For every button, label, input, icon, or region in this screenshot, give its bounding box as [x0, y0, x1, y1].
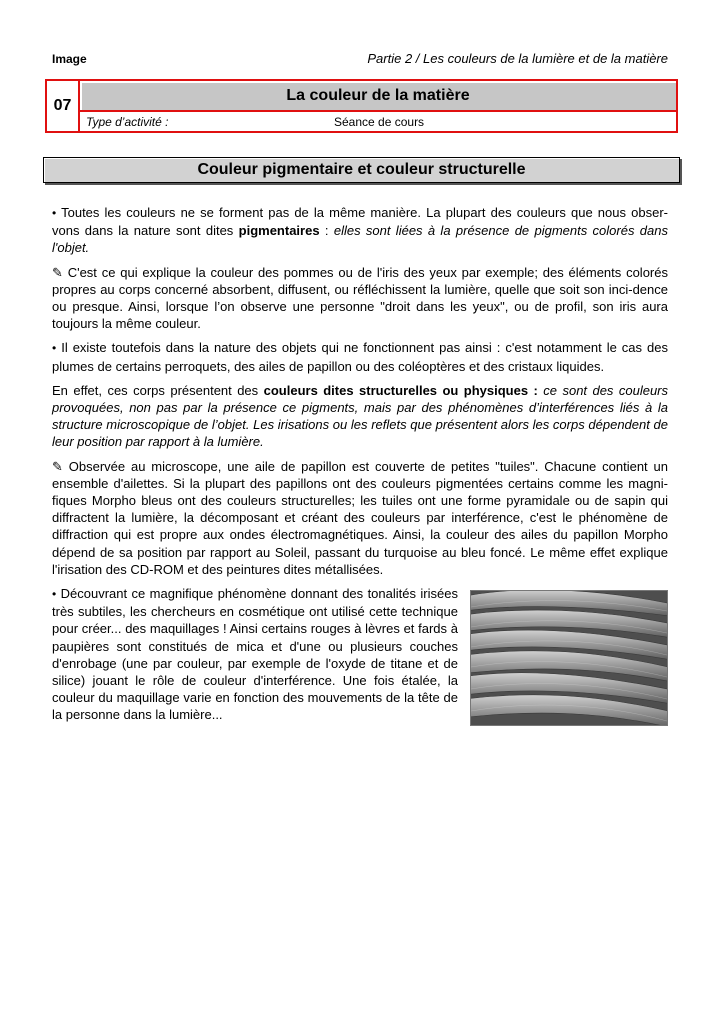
butterfly-wing-scales-image — [470, 590, 668, 726]
paragraph-1 — [52, 204, 668, 257]
pencil-icon: ✎ — [52, 264, 63, 280]
p4-text-a: En effet, ces corps présentent des — [52, 382, 264, 398]
paragraph-4 — [52, 382, 668, 451]
pencil-icon: ✎ — [52, 458, 63, 474]
p5-text: Observée au microscope, une aile de papillon est couverte de petites "tuiles". Chacune contient un ensemble d'ailettes. Si la plupart des papillons ont des couleurs pigmentées certains comme les magni-fiques Morpho bleus ont des couleurs structurelles; les tuiles ont une forme pyramidale ou de sapin qui diffractent la lumière, la décomposant et créant des couleurs par interférence, c'est le phénomène de diffraction qui est propre aux ondes électromagnétiques. Ainsi, la couleur des ailes du papillon Morpho dépend de sa position par rapport au Soleil, passant du turquoise au bleu foncé. Le même effet explique l'irisation des CD-ROM et des peintures dites métallisées. — [52, 458, 668, 577]
page-title: La couleur de la matière — [80, 81, 676, 112]
paragraph-2 — [52, 264, 668, 333]
header-label: Image — [52, 52, 87, 66]
activity-number: 07 — [47, 81, 80, 131]
p1-bold: pigmentaires — [238, 223, 320, 239]
bullet-icon: • — [52, 206, 57, 220]
p6-text: Découvrant ce magnifique phénomène donnant des tonalités irisées très subtiles, les chercheurs en cosmétique ont utilisé cette technique pour créer... des maquillages ! Ainsi certains rouges à lèvres et fards à paupières sont constitués de mica et d'une ou plusieurs couches d'enrobage (une par couleur, par exemple de l'oxyde de titane et de silice) jouant le rôle de couleur d'interférence. Une fois étalée, la couleur du maquillage varie en fonction des mouvements de la tête de la personne dans la lumière... — [52, 586, 458, 723]
document-body — [52, 204, 668, 731]
paragraph-5 — [52, 458, 668, 578]
activity-type-value: Séance de cours — [334, 115, 425, 129]
p3-text: Il existe toutefois dans la nature des objets qui ne fonctionnent pas ainsi : c'est notamment le cas des plumes de certains perroquets, des ailes de papillon ou des coléoptères et des cristaux liquides. — [52, 340, 668, 374]
p1-text-c: : — [319, 223, 334, 239]
bullet-icon: • — [52, 341, 57, 356]
paragraph-3 — [52, 339, 668, 374]
title-box — [45, 79, 678, 133]
activity-type-row — [80, 112, 676, 131]
bullet-icon: • — [52, 587, 57, 602]
p1-text-a: Toutes les couleurs ne se forment pas de la même manière. La plupart des couleurs que nous obser-vons dans la nature sont dites — [52, 205, 668, 239]
header-chapter: Partie 2 / Les couleurs de la lumière et de la matière — [367, 51, 668, 66]
p4-italic: ce sont des couleurs provoquées, non pas par la présence ce pigments, mais par des phénomènes d’interférences liés à la structure microscopique de l’objet. Les irisations ou les reflets que présentent alors les corps dépendent de leur position par rapport à la lumière. — [52, 382, 669, 450]
section-title: Couleur pigmentaire et couleur structurelle — [43, 157, 680, 183]
p1-italic: elles sont liées à la présence de pigments colorés dans l'objet. — [52, 223, 668, 256]
p2-text: C'est ce qui explique la couleur des pommes ou de l'iris des yeux par exemple; des éléments colorés propres au corps concerné absorbent, diffusent, ou réfléchissent la lumière, quelle que soit son inci-dence ou presque. Ainsi, lorsque l’on observe une personne "droit dans les yeux", ou de profil, son iris aura toujours la même couleur. — [52, 264, 668, 332]
p4-bold: couleurs dites structurelles ou physiques : — [263, 382, 538, 398]
activity-type-label: Type d’activité : — [86, 115, 169, 129]
